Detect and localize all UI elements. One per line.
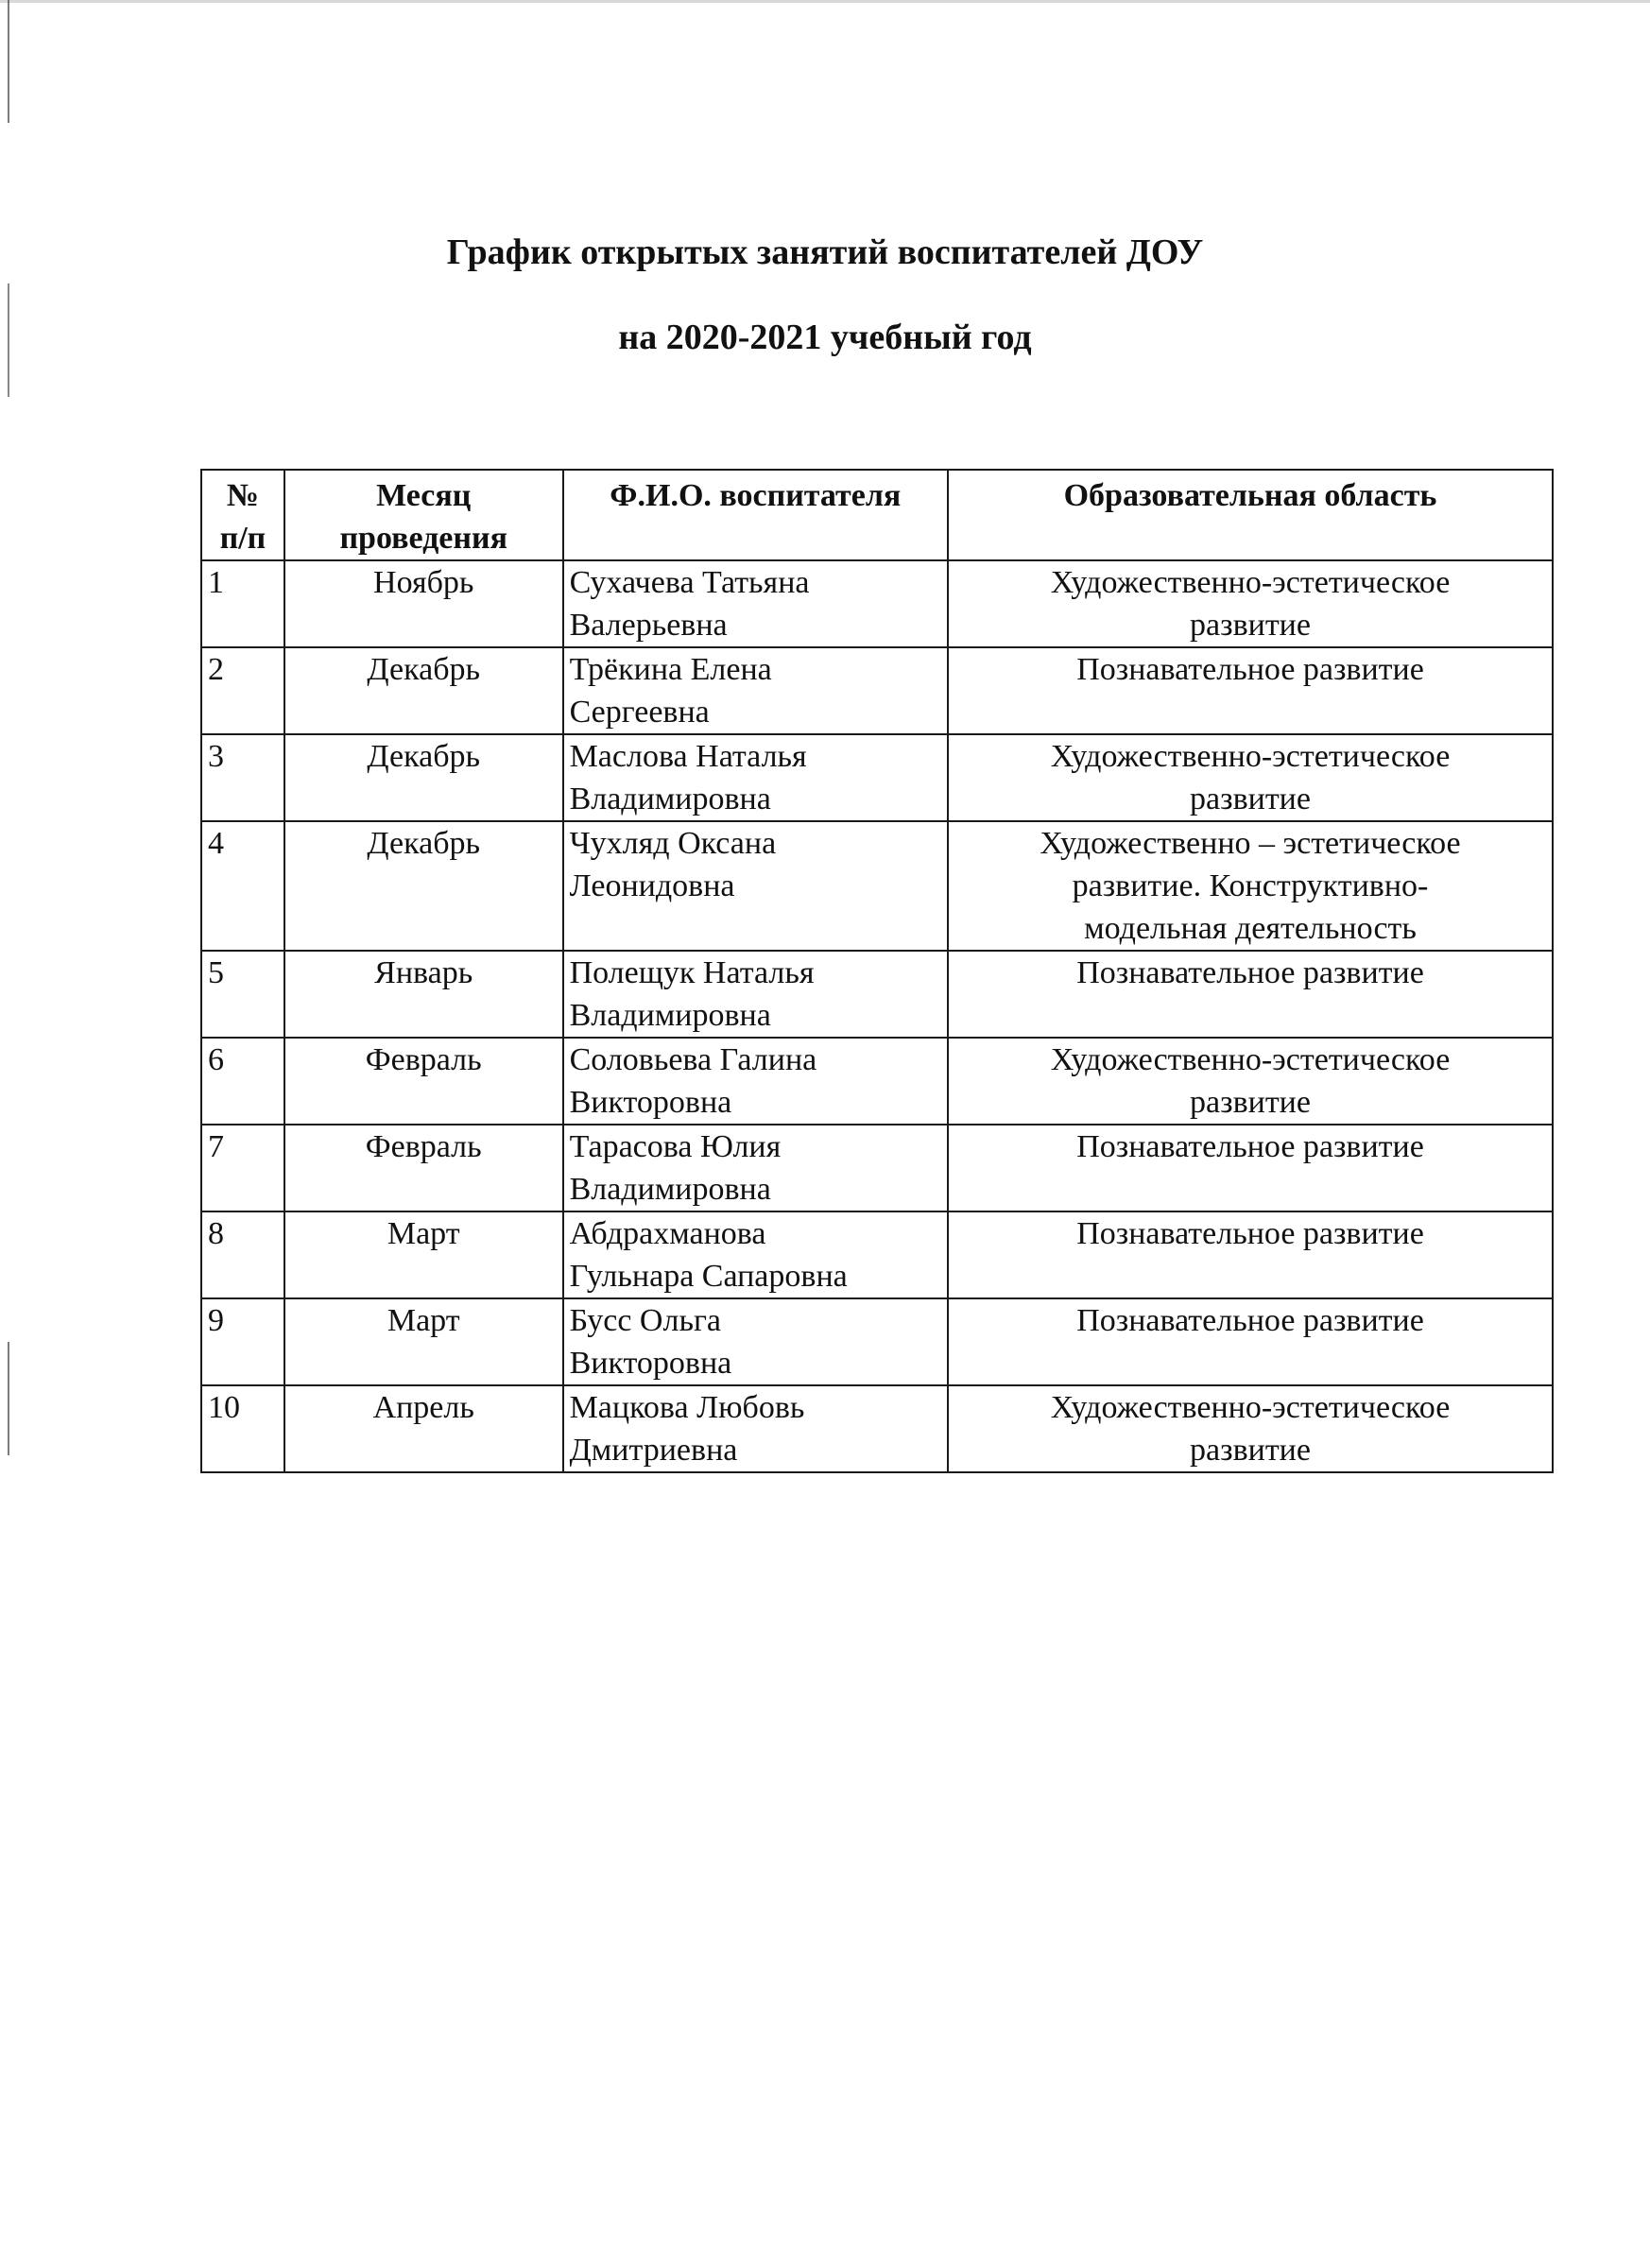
teacher-name-line1: Бусс Ольга: [569, 1303, 721, 1338]
area-line1: Познавательное развитие: [1076, 955, 1424, 990]
header-num: [201, 470, 284, 560]
row-number: 7: [201, 1125, 284, 1211]
header-num-line1: №: [226, 478, 260, 513]
table-row: [201, 647, 1553, 734]
header-area: Образовательная область: [948, 470, 1553, 560]
row-educational-area: [948, 734, 1553, 821]
row-teacher-name: [563, 1125, 948, 1211]
row-teacher-name: [563, 821, 948, 951]
teacher-name-line2: Леонидовна: [569, 868, 735, 903]
teacher-name-line2: Владимировна: [569, 998, 771, 1033]
row-educational-area: [948, 647, 1553, 734]
table-body: [201, 560, 1553, 1472]
row-number: 5: [201, 951, 284, 1038]
table-row: [201, 821, 1553, 951]
row-number: 10: [201, 1385, 284, 1472]
row-month: Февраль: [284, 1038, 563, 1125]
area-line2: развитие: [1190, 782, 1311, 816]
teacher-name-line1: Сухачева Татьяна: [569, 565, 810, 600]
table-row: [201, 560, 1553, 647]
row-teacher-name: [563, 1038, 948, 1125]
teacher-name-line1: Чухляд Оксана: [569, 826, 777, 861]
table-row: [201, 1125, 1553, 1211]
area-line1: Художественно-эстетическое: [1050, 1390, 1451, 1425]
row-teacher-name: [563, 951, 948, 1038]
row-number: 1: [201, 560, 284, 647]
row-teacher-name: [563, 1211, 948, 1298]
teacher-name-line2: Владимировна: [569, 782, 771, 816]
header-month-line2: проведения: [339, 521, 507, 556]
table-row: [201, 1038, 1553, 1125]
teacher-name-line2: Сергеевна: [569, 695, 710, 730]
row-number: 8: [201, 1211, 284, 1298]
table-row: [201, 951, 1553, 1038]
area-line3: модельная деятельность: [1084, 911, 1417, 946]
area-line2: развитие: [1190, 1085, 1311, 1120]
row-number: 2: [201, 647, 284, 734]
row-teacher-name: [563, 734, 948, 821]
row-month: Март: [284, 1298, 563, 1385]
row-month: Декабрь: [284, 821, 563, 951]
teacher-name-line2: Викторовна: [569, 1085, 732, 1120]
row-educational-area: [948, 821, 1553, 951]
row-number: 6: [201, 1038, 284, 1125]
area-line2: развитие: [1190, 608, 1311, 643]
row-educational-area: [948, 951, 1553, 1038]
area-line1: Познавательное развитие: [1076, 652, 1424, 687]
document-title: График открытых занятий воспитателей ДОУ: [446, 232, 1204, 272]
area-line2: развитие: [1190, 1433, 1311, 1468]
row-number: 4: [201, 821, 284, 951]
area-line1: Познавательное развитие: [1076, 1216, 1424, 1251]
row-educational-area: [948, 1298, 1553, 1385]
row-teacher-name: [563, 647, 948, 734]
table-row: [201, 1298, 1553, 1385]
row-number: 9: [201, 1298, 284, 1385]
row-month: Ноябрь: [284, 560, 563, 647]
teacher-name-line2: Валерьевна: [569, 608, 728, 643]
header-month: [284, 470, 563, 560]
area-line1: Художественно-эстетическое: [1050, 565, 1451, 600]
table-row: [201, 1211, 1553, 1298]
row-teacher-name: [563, 1298, 948, 1385]
document-subtitle: на 2020-2021 учебный год: [618, 318, 1032, 357]
row-month: Декабрь: [284, 734, 563, 821]
row-educational-area: [948, 1211, 1553, 1298]
row-month: Декабрь: [284, 647, 563, 734]
teacher-name-line1: Мацкова Любовь: [569, 1390, 805, 1425]
row-month: Март: [284, 1211, 563, 1298]
row-month: Январь: [284, 951, 563, 1038]
scan-edge-top: [0, 0, 1650, 3]
teacher-name-line1: Маслова Наталья: [569, 739, 807, 774]
teacher-name-line2: Дмитриевна: [569, 1433, 738, 1468]
area-line1: Художественно – эстетическое: [1040, 826, 1461, 861]
table-row: [201, 1385, 1553, 1472]
table-header-row: [201, 470, 1553, 560]
row-number: 3: [201, 734, 284, 821]
header-name: Ф.И.О. воспитателя: [563, 470, 948, 560]
teacher-name-line1: Соловьева Галина: [569, 1042, 817, 1077]
header-num-line2: п/п: [219, 521, 266, 556]
area-line2: развитие. Конструктивно-: [1072, 868, 1429, 903]
area-line1: Художественно-эстетическое: [1050, 1042, 1451, 1077]
header-month-line1: Месяц: [376, 478, 472, 513]
row-educational-area: [948, 1385, 1553, 1472]
row-month: Апрель: [284, 1385, 563, 1472]
schedule-table: [200, 469, 1554, 1473]
teacher-name-line2: Гульнара Сапаровна: [569, 1259, 848, 1294]
teacher-name-line1: Тарасова Юлия: [569, 1129, 782, 1164]
row-month: Февраль: [284, 1125, 563, 1211]
teacher-name-line1: Трёкина Елена: [569, 652, 772, 687]
teacher-name-line1: Абдрахманова: [569, 1216, 766, 1251]
area-line1: Познавательное развитие: [1076, 1303, 1424, 1338]
table-row: [201, 734, 1553, 821]
teacher-name-line2: Владимировна: [569, 1172, 771, 1207]
row-educational-area: [948, 1038, 1553, 1125]
teacher-name-line1: Полещук Наталья: [569, 955, 815, 990]
row-educational-area: [948, 560, 1553, 647]
row-teacher-name: [563, 1385, 948, 1472]
area-line1: Художественно-эстетическое: [1050, 739, 1451, 774]
area-line1: Познавательное развитие: [1076, 1129, 1424, 1164]
row-teacher-name: [563, 560, 948, 647]
teacher-name-line2: Викторовна: [569, 1346, 732, 1381]
row-educational-area: [948, 1125, 1553, 1211]
